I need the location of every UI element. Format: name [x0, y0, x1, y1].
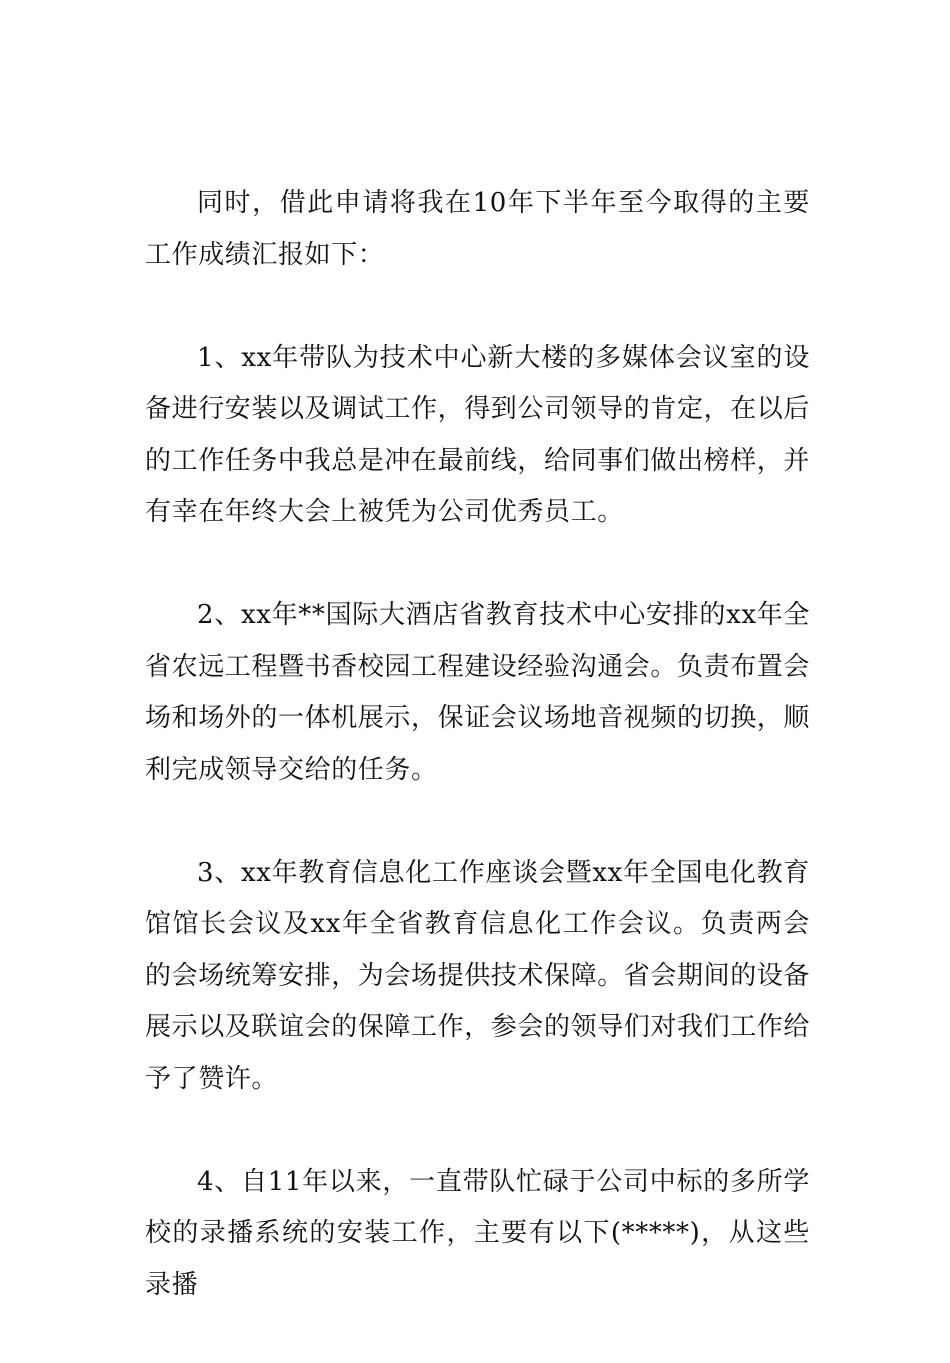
paragraph-item-2: 2、xx年**国际大酒店省教育技术中心安排的xx年全省农远工程暨书香校园工程建设经验沟通会。负责布置会场和场外的一体机展示，保证会议场地音视频的切换，顺利完成领导交给的任务。 [145, 600, 811, 785]
paragraph-item-4: 4、自11年以来，一直带队忙碌于公司中标的多所学校的录播系统的安装工作，主要有以下(*****)，从这些录播 [145, 1166, 810, 1300]
document-body [145, 178, 810, 1363]
paragraph-item-3: 3、xx年教育信息化工作座谈会暨xx年全国电化教育馆馆长会议及xx年全省教育信息化工作会议。负责两会的会场统筹安排，为会场提供技术保障。省会期间的设备展示以及联谊会的保障工作，参会的领导们对我们工作给予了赞许。 [145, 857, 811, 1094]
paragraph-item-1: 1、xx年带队为技术中心新大楼的多媒体会议室的设备进行安装以及调试工作，得到公司领导的肯定，在以后的工作任务中我总是冲在最前线，给同事们做出榜样，并有幸在年终大会上被凭为公司优秀员工。 [145, 342, 811, 527]
paragraph-intro: 同时，借此申请将我在10年下半年至今取得的主要工作成绩汇报如下： [145, 188, 810, 270]
